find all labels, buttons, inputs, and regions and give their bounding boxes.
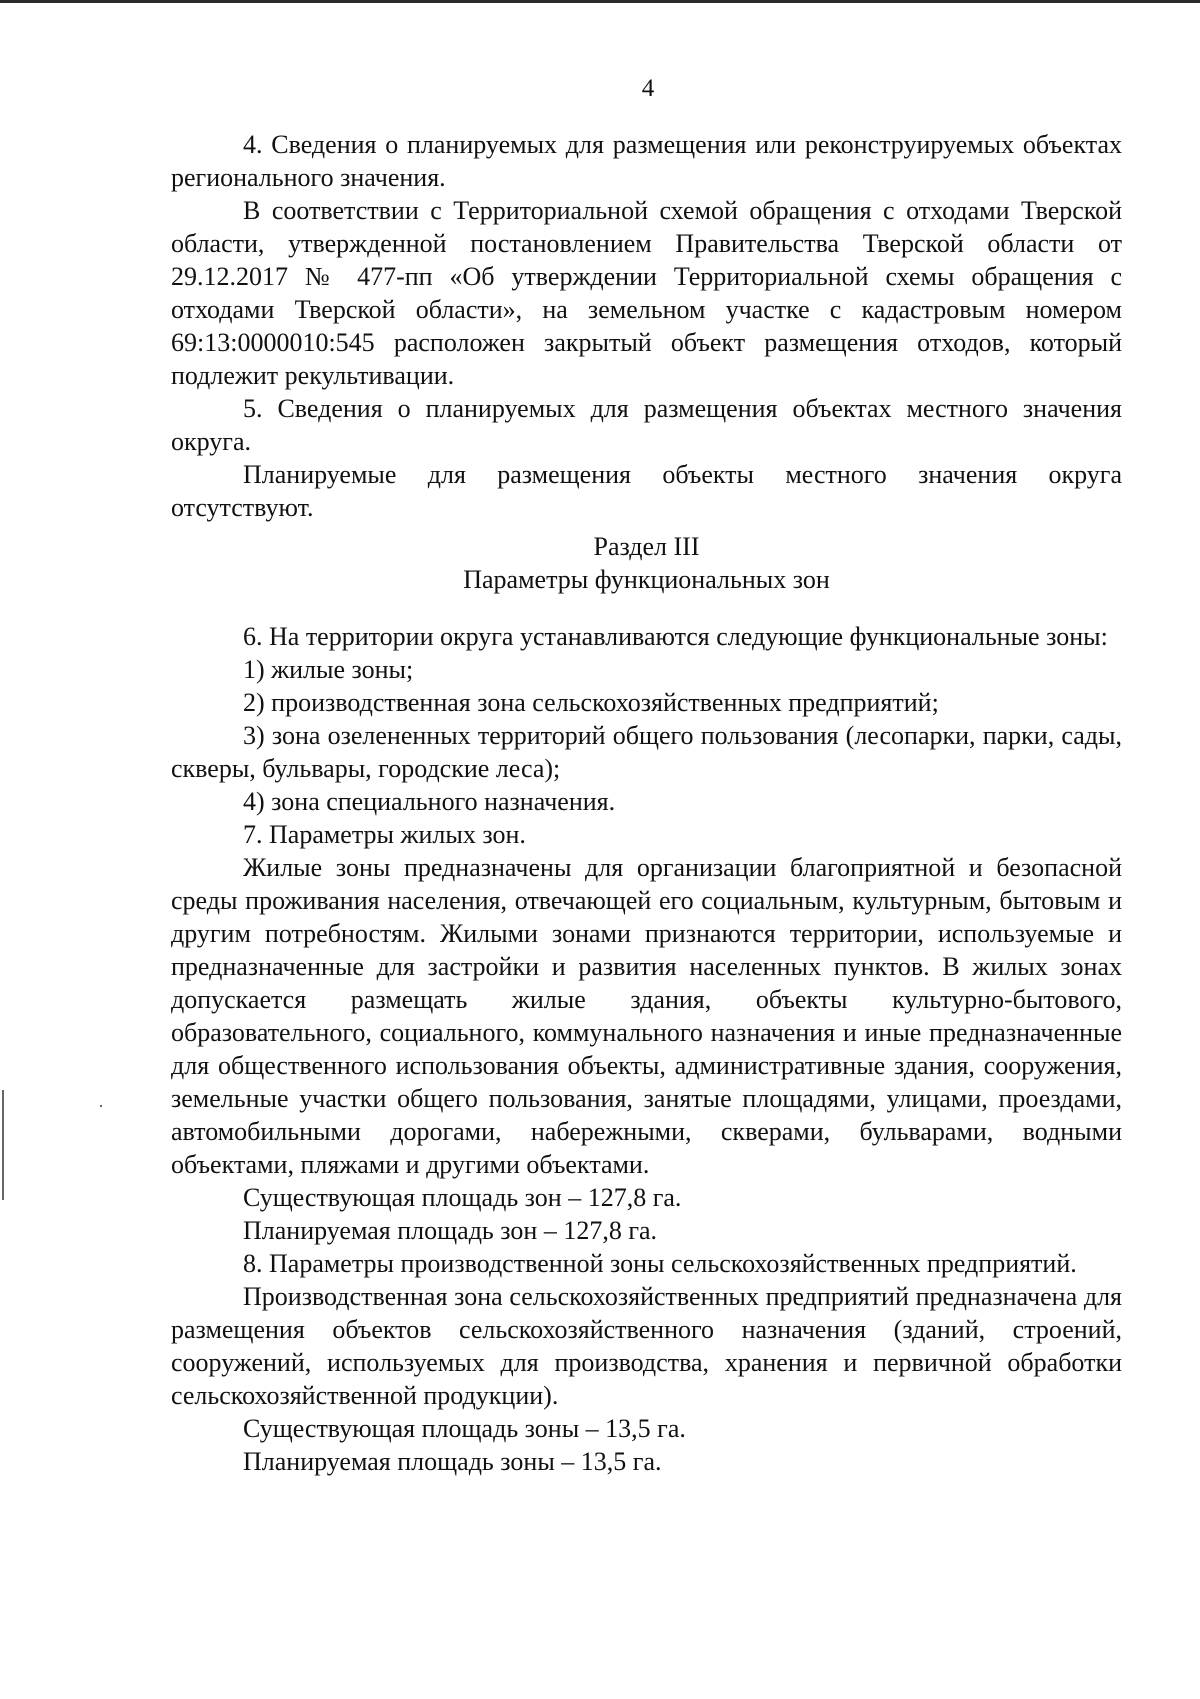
list-item-zone-3: 3) зона озелененных территорий общего пользования (лесопарки, парки, сады, скверы, бульвары, городские леса); <box>171 721 1122 783</box>
section-title: Раздел III <box>593 532 700 561</box>
scan-top-edge <box>0 0 1200 3</box>
paragraph-agricultural-zone: Производственная зона сельскохозяйственных предприятий предназначена для размещения объектов сельскохозяйственного назначения (зданий, строений, сооружений, используемых для производства, хранения и первичной обработки сельскохозяйственной продукции). <box>171 1282 1122 1410</box>
document-body <box>171 128 1122 1478</box>
paragraph-agricultural-planned-area: Планируемая площадь зоны – 13,5 га. <box>243 1447 662 1476</box>
page-number: 4 <box>641 75 655 102</box>
scan-margin-mark <box>100 1105 102 1107</box>
list-item-zone-2: 2) производственная зона сельскохозяйственных предприятий; <box>243 688 939 717</box>
paragraph-item-4-heading: 4. Сведения о планируемых для размещения или реконструируемых объектах регионального значения. <box>171 130 1122 192</box>
section-heading <box>171 530 1122 596</box>
paragraph-item-5-heading: 5. Сведения о планируемых для размещения объектах местного значения округа. <box>171 394 1122 456</box>
paragraph-agricultural-existing-area: Существующая площадь зоны – 13,5 га. <box>243 1414 686 1443</box>
scan-margin-mark <box>2 1090 4 1200</box>
section-subtitle: Параметры функциональных зон <box>463 565 830 594</box>
list-item-zone-4: 4) зона специального назначения. <box>243 787 616 816</box>
paragraph-territorial-scheme: В соответствии с Территориальной схемой обращения с отходами Тверской области, утвержденной постановлением Правительства Тверской области от 29.12.2017 № 477-пп «Об утверждении Территориальной схемы обращения с отходами Тверской области», на земельном участке с кадастровым номером 69:13:0000010:545 расположен закрытый объект размещения отходов, который подлежит рекультивации. <box>171 196 1122 390</box>
paragraph-item-7-heading: 7. Параметры жилых зон. <box>243 820 526 849</box>
list-item-zone-1: 1) жилые зоны; <box>243 655 414 684</box>
paragraph-item-8-heading: 8. Параметры производственной зоны сельскохозяйственных предприятий. <box>243 1249 1077 1278</box>
paragraph-residential-zones: Жилые зоны предназначены для организации благоприятной и безопасной среды проживания населения, отвечающей его социальным, культурным, бытовым и другим потребностям. Жилыми зонами признаются территории, используемые и предназначенные для застройки и развития населенных пунктов. В жилых зонах допускается размещать жилые здания, объекты культурно-бытового, образовательного, социального, коммунального назначения и иные предназначенные для общественного использования объекты, административные здания, сооружения, земельные участки общего пользования, занятые площадями, улицами, проездами, автомобильными дорогами, набережными, скверами, бульварами, водными объектами, пляжами и другими объектами. <box>171 853 1122 1179</box>
paragraph-local-objects-absent: Планируемые для размещения объекты местного значения округа отсутствуют. <box>171 460 1122 522</box>
paragraph-residential-existing-area: Существующая площадь зон – 127,8 га. <box>243 1183 682 1212</box>
paragraph-residential-planned-area: Планируемая площадь зон – 127,8 га. <box>243 1216 658 1245</box>
paragraph-item-6: 6. На территории округа устанавливаются следующие функциональные зоны: <box>243 622 1108 651</box>
